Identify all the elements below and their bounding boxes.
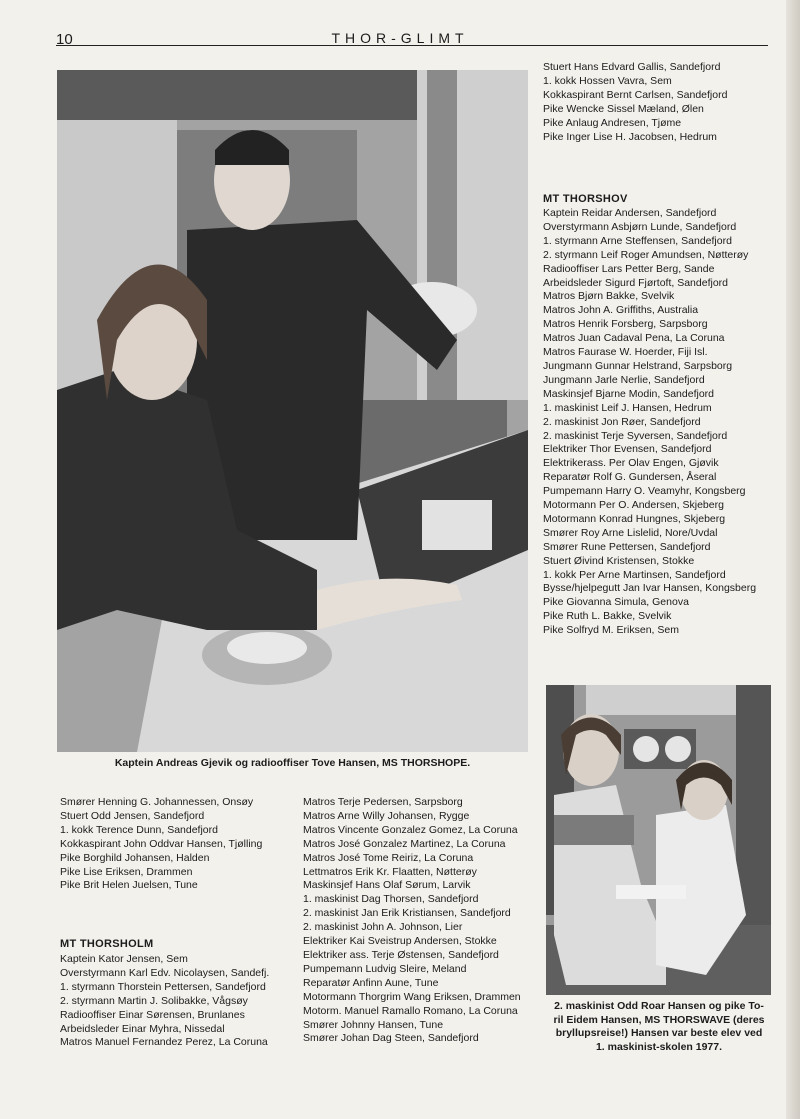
list-item: Matros Bjørn Bakke, Svelvik <box>543 290 675 303</box>
list-item: Pike Inger Lise H. Jacobsen, Hedrum <box>543 130 717 143</box>
list-item: 1. kokk Terence Dunn, Sandefjord <box>60 823 218 836</box>
photo-couple-thorswave <box>546 685 771 995</box>
section-heading-thorshov: MT THORSHOV <box>543 193 628 205</box>
list-item: 1. maskinist Leif J. Hansen, Hedrum <box>543 401 712 414</box>
list-item: Radiooffiser Lars Petter Berg, Sande <box>543 262 715 275</box>
crew-list-thorshov <box>543 207 756 638</box>
photo-scene-small <box>546 685 771 995</box>
list-item: Jungmann Gunnar Helstrand, Sarpsborg <box>543 359 733 372</box>
list-item: Kaptein Kator Jensen, Sem <box>60 953 188 965</box>
list-item: Maskinsjef Bjarne Modin, Sandefjord <box>543 387 715 400</box>
caption-line: 1. maskinist-skolen 1977. <box>595 1040 723 1053</box>
list-item: Matros Vincente Gonzalez Gomez, La Coruna <box>303 823 518 836</box>
list-item: 1. kokk Per Arne Martinsen, Sandefjord <box>543 568 726 581</box>
list-item: Motormann Thorgrim Wang Eriksen, Drammen <box>303 990 521 1003</box>
caption-line: bryllupsreise!) Hansen var beste elev ved <box>555 1027 763 1039</box>
list-item: Elektrikerass. Per Olav Engen, Gjøvik <box>543 457 719 470</box>
list-item: 2. styrmann Leif Roger Amundsen, Nøtterøy <box>543 248 749 261</box>
crew-list-thorshope <box>60 796 262 893</box>
list-item: Smører Johan Dag Steen, Sandefjord <box>303 1032 479 1045</box>
list-item: 1. kokk Hossen Vavra, Sem <box>543 74 672 87</box>
list-item: Kokkaspirant John Oddvar Hansen, Tjølling <box>60 837 263 850</box>
list-item: Pike Wencke Sissel Mæland, Ølen <box>543 102 704 115</box>
list-item: Stuert Odd Jensen, Sandefjord <box>60 809 205 822</box>
section-heading-thorsholm: MT THORSHOLM <box>60 938 154 950</box>
list-item: Smører Johnny Hansen, Tune <box>303 1018 444 1031</box>
list-item: 2. maskinist Jan Erik Kristiansen, Sandefjord <box>303 907 511 920</box>
list-item: Pike Giovanna Simula, Genova <box>543 596 689 609</box>
list-item: Matros Arne Willy Johansen, Rygge <box>303 809 470 822</box>
list-item: Matros Juan Cadaval Pena, La Coruna <box>543 332 725 345</box>
caption-line: 2. maskinist Odd Roar Hansen og pike To- <box>554 1000 764 1012</box>
list-item: Arbeidsleder Einar Myhra, Nissedal <box>60 1022 225 1035</box>
list-item: Motormann Konrad Hungnes, Skjeberg <box>543 512 726 525</box>
main-photo-caption: Kaptein Andreas Gjevik og radiooffiser Tove Hansen, MS THORSHOPE. <box>114 757 471 769</box>
page-number: 10 <box>56 31 73 48</box>
list-item: 2. maskinist Jon Røer, Sandefjord <box>543 415 701 428</box>
caption-line: ril Eidem Hansen, MS THORSWAVE (deres <box>553 1013 765 1026</box>
list-item: Matros José Tome Reiriz, La Coruna <box>303 851 474 864</box>
list-item: Matros Terje Pedersen, Sarpsborg <box>303 796 463 808</box>
list-item: Pumpemann Ludvig Sleire, Meland <box>303 962 467 975</box>
list-item: Stuert Øivind Kristensen, Stokke <box>543 554 695 567</box>
list-item: Lettmatros Erik Kr. Flaatten, Nøtterøy <box>303 865 477 878</box>
list-item: 2. maskinist Terje Syversen, Sandefjord <box>543 429 728 442</box>
list-item: Pike Solfryd M. Eriksen, Sem <box>543 624 679 637</box>
list-item: Jungmann Jarle Nerlie, Sandefjord <box>543 373 705 386</box>
list-item: Pike Brit Helen Juelsen, Tune <box>60 879 198 892</box>
list-item: Stuert Hans Edvard Gallis, Sandefjord <box>543 61 721 73</box>
list-item: Smører Roy Arne Lislelid, Nore/Uvdal <box>543 526 718 539</box>
list-item: Reparatør Anfinn Aune, Tune <box>303 976 439 989</box>
list-item: Pumpemann Harry O. Veamyhr, Kongsberg <box>543 485 746 498</box>
list-item: Overstyrmann Asbjørn Lunde, Sandefjord <box>543 220 737 233</box>
list-item: 1. styrmann Arne Steffensen, Sandefjord <box>543 234 732 247</box>
list-item: Radiooffiser Einar Sørensen, Brunlanes <box>60 1008 245 1021</box>
list-item: Pike Borghild Johansen, Halden <box>60 851 210 864</box>
list-item: Smører Rune Pettersen, Sandefjord <box>543 540 711 553</box>
crew-list-continued <box>543 61 727 144</box>
list-item: Arbeidsleder Sigurd Fjørtoft, Sandefjord <box>543 276 729 289</box>
list-item: Pike Lise Eriksen, Drammen <box>60 865 193 878</box>
header-rule <box>56 45 768 46</box>
list-item: Pike Ruth L. Bakke, Svelvik <box>543 610 672 623</box>
list-item: Motorm. Manuel Ramallo Romano, La Coruna <box>303 1004 518 1017</box>
list-item: Matros John A. Griffiths, Australia <box>543 304 699 317</box>
list-item: Reparatør Rolf G. Gundersen, Åseral <box>543 471 717 484</box>
page-edge <box>786 0 800 1119</box>
list-item: Elektriker ass. Terje Østensen, Sandefjord <box>303 948 499 961</box>
list-item: 1. styrmann Thorstein Pettersen, Sandefjord <box>60 980 266 993</box>
list-item: 2. maskinist John A. Johnson, Lier <box>303 921 463 934</box>
list-item: Motormann Per O. Andersen, Skjeberg <box>543 499 724 512</box>
list-item: Kaptein Reidar Andersen, Sandefjord <box>543 207 717 219</box>
list-item: 1. maskinist Dag Thorsen, Sandefjord <box>303 893 479 906</box>
photo-scene <box>57 70 528 752</box>
crew-list-thorsholm-continued <box>303 796 521 1046</box>
list-item: Elektriker Thor Evensen, Sandefjord <box>543 443 712 456</box>
list-item: Overstyrmann Karl Edv. Nicolaysen, Sandefj. <box>60 966 270 979</box>
list-item: Maskinsjef Hans Olaf Sørum, Larvik <box>303 879 471 892</box>
list-item: Matros Faurase W. Hoerder, Fiji Isl. <box>543 346 708 359</box>
list-item: Matros José Gonzalez Martinez, La Coruna <box>303 837 506 850</box>
list-item: Pike Anlaug Andresen, Tjøme <box>543 116 682 129</box>
list-item: Bysse/hjelpegutt Jan Ivar Hansen, Kongsberg <box>543 582 757 595</box>
list-item: Matros Manuel Fernandez Perez, La Coruna <box>60 1036 268 1049</box>
list-item: Elektriker Kai Sveistrup Andersen, Stokke <box>303 935 497 948</box>
small-photo-caption <box>546 1000 772 1054</box>
crew-list-thorsholm <box>60 953 269 1050</box>
list-item: 2. styrmann Martin J. Solibakke, Vågsøy <box>60 994 248 1007</box>
list-item: Matros Henrik Forsberg, Sarpsborg <box>543 318 708 331</box>
photo-captain-and-radio-officer <box>57 70 528 752</box>
running-head: THOR-GLIMT <box>331 30 469 46</box>
list-item: Kokkaspirant Bernt Carlsen, Sandefjord <box>543 88 728 101</box>
list-item: Smører Henning G. Johannessen, Onsøy <box>60 796 254 808</box>
